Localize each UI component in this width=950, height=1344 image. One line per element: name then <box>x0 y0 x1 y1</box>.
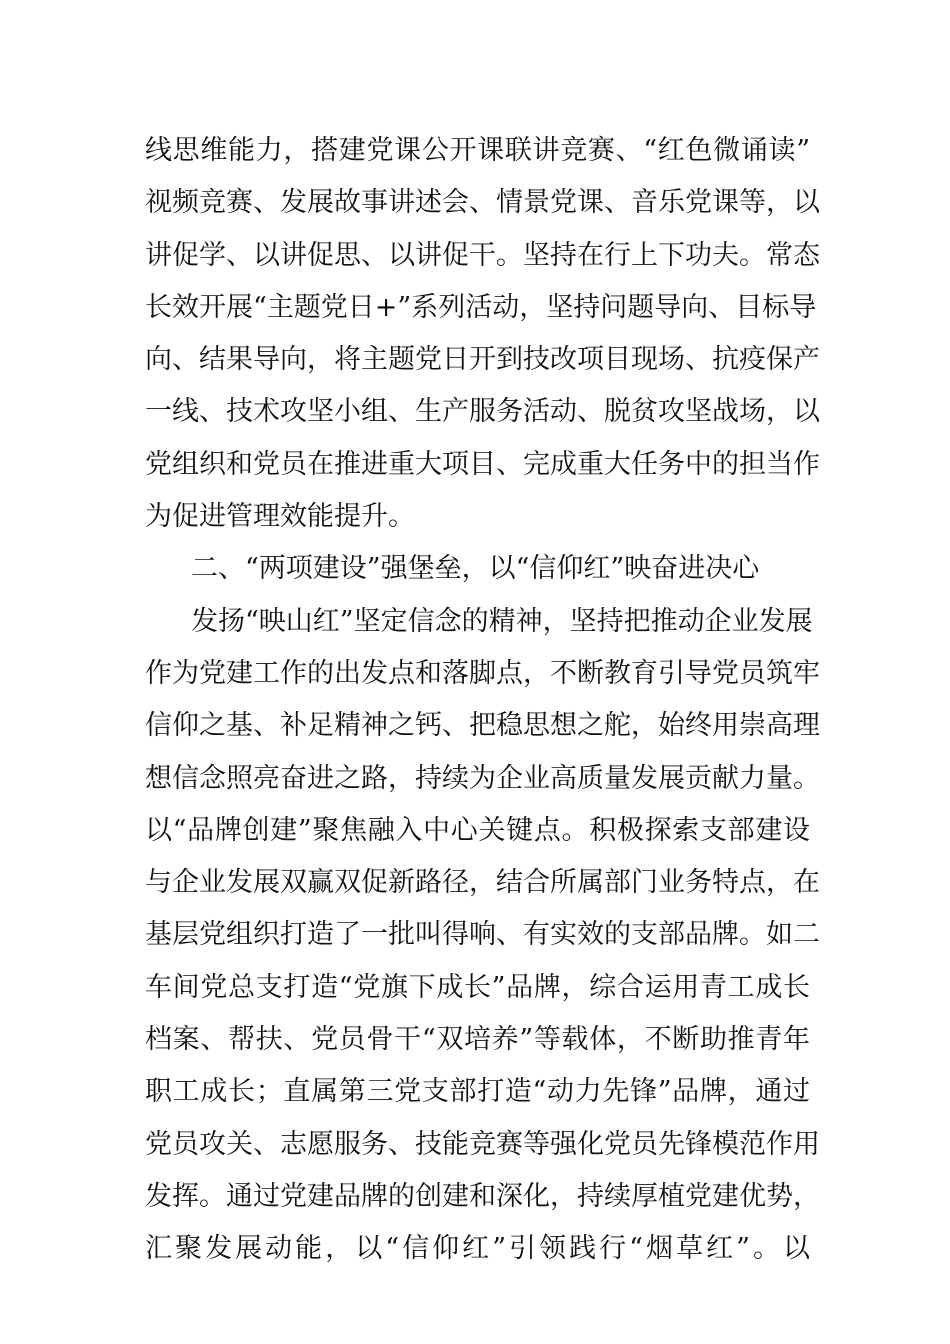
text-line: 以“品牌创建”聚焦融入中心关键点。积极探索支部建设 <box>145 814 810 846</box>
text-line: 发挥。通过党建品牌的创建和深化，持续厚植党建优势， <box>145 1180 820 1212</box>
text-line: 汇聚发展动能，以“信仰红”引领践行“烟草红”。以 <box>145 1233 810 1265</box>
text-line: 想信念照亮奋进之路，持续为企业高质量发展贡献力量。 <box>145 762 820 794</box>
text-line: 发扬“映山红”坚定信念的精神，坚持把推动企业发展 <box>191 605 813 637</box>
text-line: 档案、帮扶、党员骨干“双培养”等载体，不断助推青年 <box>145 1024 810 1056</box>
text-line: 与企业发展双赢双促新路径，结合所属部门业务特点，在 <box>145 867 820 899</box>
text-line: 一线、技术攻坚小组、生产服务活动、脱贫攻坚战场，以 <box>145 396 820 428</box>
text-line: 为促进管理效能提升。 <box>145 501 415 533</box>
section-heading: 二、“两项建设”强堡垒，以“信仰红”映奋进决心 <box>191 553 760 585</box>
text-line: 基层党组织打造了一批叫得响、有实效的支部品牌。如二 <box>145 919 820 951</box>
body-text <box>145 125 820 1276</box>
text-line: 讲促学、以讲促思、以讲促干。坚持在行上下功夫。常态 <box>145 239 820 271</box>
text-line: 职工成长；直属第三党支部打造“动力先锋”品牌，通过 <box>145 1076 810 1108</box>
text-line: 视频竞赛、发展故事讲述会、情景党课、音乐党课等，以 <box>145 187 820 219</box>
text-line: 向、结果导向，将主题党日开到技改项目现场、抗疫保产 <box>145 344 820 376</box>
text-line: 作为党建工作的出发点和落脚点，不断教育引导党员筑牢 <box>145 657 820 689</box>
text-line: 党员攻关、志愿服务、技能竞赛等强化党员先锋模范作用 <box>145 1128 820 1160</box>
text-line: 线思维能力，搭建党课公开课联讲竞赛、“红色微诵读” <box>145 135 810 166</box>
text-line: 长效开展“主题党日+”系列活动，坚持问题导向、目标导 <box>145 291 817 323</box>
text-line: 党组织和党员在推进重大项目、完成重大任务中的担当作 <box>145 448 820 480</box>
text-line: 信仰之基、补足精神之钙、把稳思想之舵，始终用崇高理 <box>145 710 820 742</box>
text-line: 车间党总支打造“党旗下成长”品牌，综合运用青工成长 <box>145 971 810 1003</box>
